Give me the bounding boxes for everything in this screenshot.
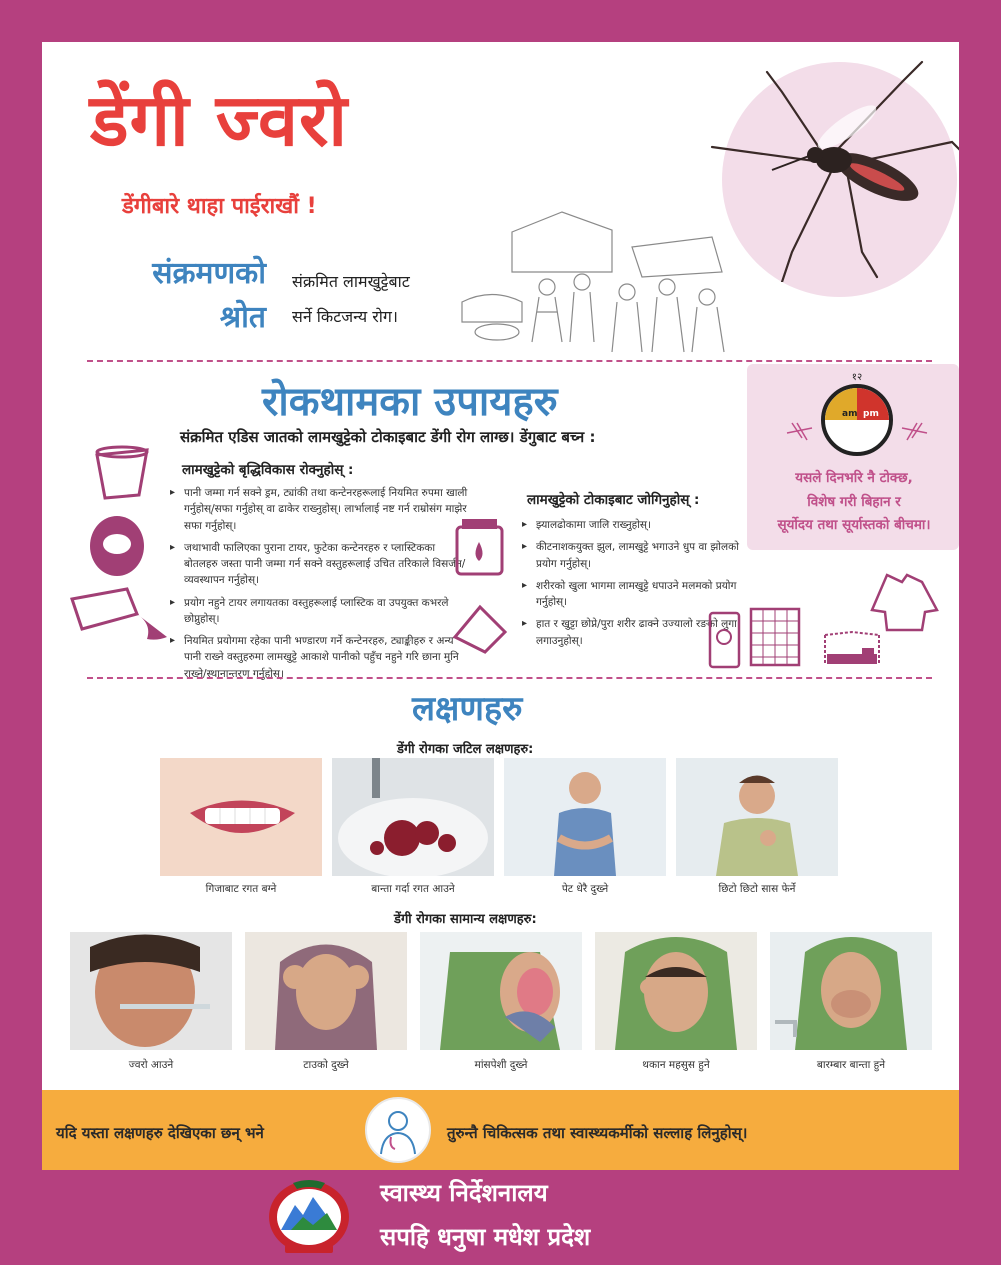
vomiting-icon [770,932,932,1050]
severe-caption: बान्ता गर्दा रगत आउने [371,883,455,895]
headache-icon [245,932,407,1050]
common-image-fever [70,932,232,1050]
poster-subtitle: डेंगीबारे थाहा पाईराखौं ! [122,194,317,219]
common-image-headache [245,932,407,1050]
biting-time-line1: यसले दिनभरि नै टोक्छ, [795,470,913,486]
source-description [292,264,410,334]
fatigue-icon [595,932,757,1050]
severe-image-stomach [504,758,666,876]
common-caption: ज्वरो आउने [128,1059,174,1071]
poster-panel [42,42,959,1170]
source-label [96,252,266,339]
vomiting-blood-icon [332,758,494,876]
biting-time-text [754,467,954,538]
common-caption: बारम्बार बान्ता हुने [816,1059,886,1071]
prevention-title: रोकथामका उपायहरु [262,379,558,425]
organization-name: स्वास्थ्य निर्देशनालय [380,1179,548,1207]
list-item: ▸ शरीरको खुला भागमा लामखुट्टे धपाउने मलमको प्रयोग गर्नुहोस्। [522,578,752,611]
nepal-government-emblem [263,1175,355,1257]
list-item: ▸ जथाभावी फालिएका पुराना टायर, फुटेका कन्टेनरहरु र प्लास्टिकका बोतलहरु जस्ता पानी जम्मा गर्न सक्ने वस्तुहरूलाई उचित तरिकाले विसर्जन/व्यवस्थापन गर्नुहोस्। [170,540,470,589]
list-item: ▸ पानी जम्मा गर्न सक्ने ड्रम, ट्यांकी तथा कन्टेनरहरूलाई नियमित रुपमा खाली गर्नुहोस्/सफा गर्नुहोस् वा ढाकेर राख्नुहोस्। लार्भालाई नष्ट गर्न राम्रोसंग माझेर सफा गर्नुहोस्। [170,485,470,534]
severe-caption: गिजाबाट रगत बग्ने [205,883,277,895]
breeding-list [170,485,470,688]
common-caption: मांसपेशी दुख्ने [474,1059,528,1071]
prevention-intro: संक्रमित एडिस जातको लामखुट्टेको टोकाइबाट डेंगी रोग लाग्छ। डेंगुबाट बच्न : [180,428,596,446]
clock-pm-label: pm [863,409,879,419]
severe-caption: छिटो छिटो सास फेर्ने [718,883,796,895]
stomach-pain-icon [504,758,666,876]
symptoms-title: लक्षणहरु [412,689,523,729]
list-item: ▸ प्रयोग नहुने टायर लगायतका वस्तुहरूलाई प्लास्टिक वा उपयुक्त कभरले छोप्नुहोस्। [170,595,470,628]
common-image-muscle [420,932,582,1050]
severe-image-vomit [332,758,494,876]
advice-right-text: तुरुन्तै चिकित्सक तथा स्वास्थ्यकर्मीको सल्लाह लिनुहोस्। [447,1124,748,1142]
clock-icon [777,368,937,463]
cream-tube-icon [707,607,742,669]
source-desc-line2: सर्ने किटजन्य रोग। [292,307,398,327]
common-image-fatigue [595,932,757,1050]
clock-am-label: am [842,409,858,419]
severe-caption: पेट धेरै दुख्ने [561,883,609,895]
broken-bottle-icon [450,597,510,657]
list-item: ▸ हात र खुट्टा छोप्ने/पुरा शरीर ढाक्ने उज्यालो रङको लुगा लगाउनुहोस्। [522,616,752,649]
organization-location: सपहि धनुषा मधेश प्रदेश [380,1223,591,1251]
breeding-heading: लामखुट्टेको बृद्धिविकास रोक्नुहोस् : [182,462,354,478]
pouring-bottle-icon [67,579,177,649]
divider-middle [87,677,932,679]
poster-title: डेंगी ज्वरो [90,78,349,162]
divider-top [87,360,932,362]
common-caption: थकान महसुस हुने [642,1059,710,1071]
bleeding-gums-icon [160,758,322,876]
list-item: ▸ कीटनाशकयुक्त झुल, लामखुट्टे भगाउने धुप वा झोलको प्रयोग गर्नुहोस्। [522,539,752,572]
bed-icon [822,630,882,670]
rapid-breathing-icon [676,758,838,876]
bucket-icon [87,440,157,502]
doctor-badge [365,1097,431,1163]
biting-time-line3: सूर्योदय तथा सूर्यास्तको बीचमा। [777,517,931,534]
doctor-icon [367,1099,429,1161]
mosquito-icon [672,52,959,282]
common-image-vomiting [770,932,932,1050]
severe-image-gums [160,758,322,876]
biting-time-line2: विशेष गरी बिहान र [807,493,901,510]
common-caption: टाउको दुख्ने [303,1059,349,1071]
repellent-jar-icon [452,517,507,577]
mosquito-net-icon [749,607,801,667]
muscle-pain-icon [420,932,582,1050]
bite-heading: लामखुट्टेको टोकाइबाट जोगिनुहोस् : [527,492,700,508]
list-item: ▸ नियमित प्रयोगमा रहेका पानी भण्डारण गर्ने कन्टेनरहरु, ट्याङ्कीहरु र अन्य पानी राख्ने वस्तुहरुमा लामखुट्टे आकाशे पानीको पहुँच नहुने गरि छाना मुनि राख्ने/स्थानान्तरण गर्नुहोस्। [170,633,470,682]
source-label-line1: संक्रमणको [152,256,266,291]
fever-icon [70,932,232,1050]
severe-symptoms-heading: डेंगी रोगका जटिल लक्षणहरु: [397,742,534,757]
shirt-icon [867,570,942,632]
tire-icon [87,512,147,580]
common-symptoms-heading: डेंगी रोगका सामान्य लक्षणहरु: [394,912,537,927]
source-desc-line1: संक्रमित लामखुट्टेबाट [292,272,410,291]
clock-top-label: १२ [851,372,863,383]
source-label-line2: श्रोत [219,299,266,335]
list-item: ▸ झ्यालढोकामा जालि राख्नुहोस्। [522,517,752,533]
advice-left-text: यदि यस्ता लक्षणहरु देखिएका छन् भने [56,1124,264,1142]
severe-image-breathing [676,758,838,876]
